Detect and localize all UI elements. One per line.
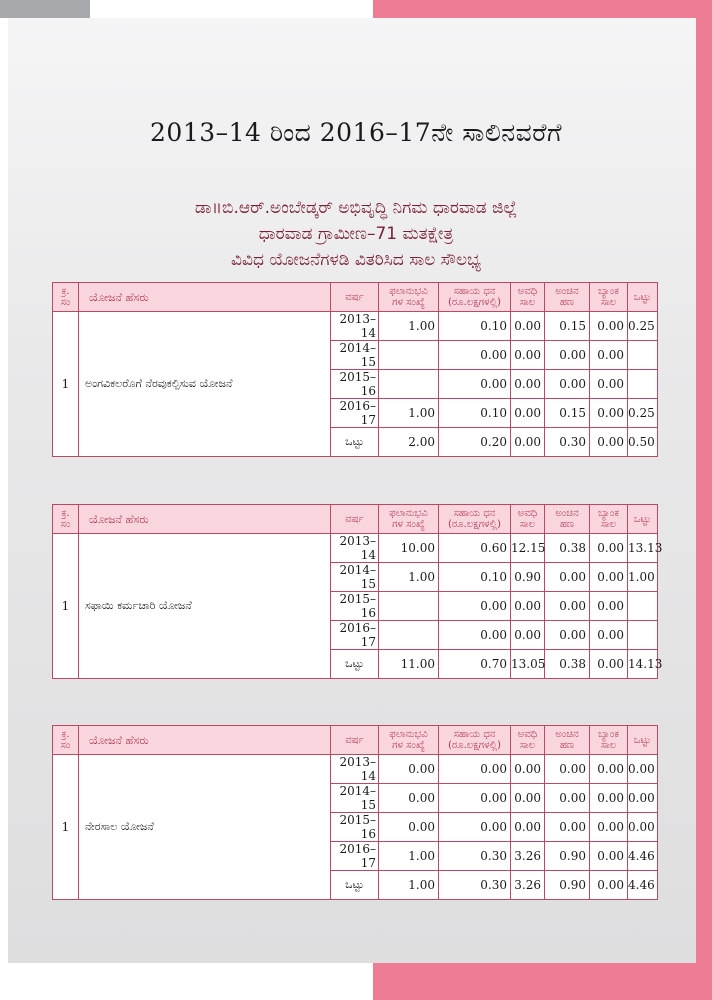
header-beneficiaries-text: ಫಲಾನುಭವಿ — [389, 286, 428, 297]
cell-margin: 0.00 — [545, 784, 590, 813]
header-scheme-text: ಯೋಜನೆ ಹೆಸರು — [89, 733, 149, 747]
right-pink-edge — [696, 18, 712, 1000]
cell-bank: 0.00 — [590, 784, 628, 813]
cell-term: 13.05 — [511, 650, 545, 679]
cell-year: ಒಟ್ಟು — [331, 871, 379, 900]
bottom-pink-band — [373, 963, 712, 1000]
header-total-text: ಒಟ್ಟು — [633, 734, 652, 746]
cell-ben: 10.00 — [379, 534, 439, 563]
header-beneficiaries-text: ಫಲಾನುಭವಿ — [389, 508, 428, 519]
header-margin-money-text: ಹಣ — [559, 740, 575, 751]
header-subsidy-text: (ರೂ.ಲಕ್ಷಗಳಲ್ಲಿ) — [448, 740, 501, 751]
header-scheme — [79, 283, 331, 312]
cell-sub: 0.00 — [439, 784, 511, 813]
heading-line-2: ಧಾರವಾಡ ಗ್ರಾಮೀಣ–71 ಮತಕ್ಷೇತ್ರ — [258, 224, 454, 244]
cell-sub: 0.00 — [439, 341, 511, 370]
header-bank-loan-text: ಬ್ಯಾಂಕ — [598, 729, 619, 740]
cell-year: 2014–15 — [331, 563, 379, 592]
top-gray-band — [0, 0, 90, 18]
header-bank-loan-text: ಬ್ಯಾಂಕ — [598, 286, 619, 297]
cell-term: 0.00 — [511, 621, 545, 650]
cell-year: 2013–14 — [331, 312, 379, 341]
cell-term: 0.90 — [511, 563, 545, 592]
cell-margin: 0.15 — [545, 312, 590, 341]
header-total-text: ಒಟ್ಟು — [633, 291, 652, 303]
cell-margin: 0.90 — [545, 871, 590, 900]
scheme-name: ಅಂಗವಿಕಲರೊಗೆ ನೆರವುಕಲ್ಪಿಸುವ ಯೋಜನೆ — [79, 312, 331, 457]
table-row — [53, 312, 658, 341]
cell-year: ಒಟ್ಟು — [331, 650, 379, 679]
cell-term: 3.26 — [511, 842, 545, 871]
table-row — [53, 534, 658, 563]
header-subsidy-text: (ರೂ.ಲಕ್ಷಗಳಲ್ಲಿ) — [448, 519, 501, 530]
cell-total: 0.25 — [628, 312, 658, 341]
cell-sub: 0.20 — [439, 428, 511, 457]
header-subsidy-text: ಸಹಾಯ ಧನ — [453, 508, 496, 519]
header-sl-text: ಕ್ರ. — [61, 286, 70, 297]
cell-total: 13.13 — [628, 534, 658, 563]
cell-term: 0.00 — [511, 370, 545, 399]
header-margin-money-text: ಅಂಚಿನ — [555, 508, 579, 519]
cell-term: 0.00 — [511, 428, 545, 457]
loan-table-3 — [52, 725, 658, 900]
cell-sub: 0.30 — [439, 842, 511, 871]
cell-sub: 0.30 — [439, 871, 511, 900]
cell-total: 14.13 — [628, 650, 658, 679]
cell-sub: 0.60 — [439, 534, 511, 563]
cell-margin: 0.00 — [545, 592, 590, 621]
header-scheme-text: ಯೋಜನೆ ಹೆಸರು — [89, 512, 149, 526]
header-subsidy — [439, 283, 511, 312]
cell-ben — [379, 621, 439, 650]
header-year-text: ವರ್ಷ — [345, 513, 364, 525]
header-term-loan-text: ಸಾಲ — [519, 297, 536, 308]
header-margin-money — [545, 283, 590, 312]
cell-year: 2014–15 — [331, 784, 379, 813]
header-sl — [53, 505, 79, 534]
cell-total — [628, 592, 658, 621]
cell-sub: 0.70 — [439, 650, 511, 679]
serial-number: 1 — [53, 755, 79, 900]
cell-margin: 0.30 — [545, 428, 590, 457]
header-term-loan-text: ಸಾಲ — [519, 740, 536, 751]
cell-total — [628, 341, 658, 370]
header-sl — [53, 283, 79, 312]
cell-bank: 0.00 — [590, 341, 628, 370]
scheme-name: ಸಫಾಯಿ ಕರ್ಮಚಾರಿ ಯೋಜನೆ — [79, 534, 331, 679]
top-pink-band — [373, 0, 712, 18]
cell-ben — [379, 370, 439, 399]
cell-total: 0.00 — [628, 755, 658, 784]
cell-year: 2014–15 — [331, 341, 379, 370]
serial-number: 1 — [53, 312, 79, 457]
cell-term: 0.00 — [511, 312, 545, 341]
cell-term: 12.15 — [511, 534, 545, 563]
cell-ben: 1.00 — [379, 312, 439, 341]
cell-ben — [379, 341, 439, 370]
table-header-row — [53, 505, 658, 534]
scheme-name: ನೇರಸಾಲ ಯೋಜನೆ — [79, 755, 331, 900]
header-year — [331, 505, 379, 534]
header-term-loan-text: ಸಾಲ — [519, 519, 536, 530]
table-header-row — [53, 726, 658, 755]
header-sl — [53, 726, 79, 755]
header-year-text: ವರ್ಷ — [345, 734, 364, 746]
cell-term: 0.00 — [511, 813, 545, 842]
cell-year: 2016–17 — [331, 842, 379, 871]
cell-total: 4.46 — [628, 871, 658, 900]
cell-ben: 2.00 — [379, 428, 439, 457]
cell-margin: 0.00 — [545, 341, 590, 370]
header-beneficiaries-text: ಗಳ ಸಂಖ್ಯೆ — [392, 740, 425, 751]
cell-year: 2013–14 — [331, 534, 379, 563]
cell-bank: 0.00 — [590, 871, 628, 900]
header-year — [331, 726, 379, 755]
cell-year: 2015–16 — [331, 813, 379, 842]
header-scheme-text: ಯೋಜನೆ ಹೆಸರು — [89, 290, 149, 304]
cell-total: 0.00 — [628, 813, 658, 842]
cell-term: 0.00 — [511, 784, 545, 813]
cell-sub: 0.00 — [439, 813, 511, 842]
cell-bank: 0.00 — [590, 428, 628, 457]
cell-year: 2016–17 — [331, 621, 379, 650]
cell-bank: 0.00 — [590, 755, 628, 784]
header-bank-loan-text: ಬ್ಯಾಂಕ — [598, 508, 619, 519]
cell-ben: 1.00 — [379, 399, 439, 428]
header-term-loan — [511, 283, 545, 312]
cell-margin: 0.00 — [545, 563, 590, 592]
cell-total: 4.46 — [628, 842, 658, 871]
header-bank-loan — [590, 505, 628, 534]
cell-year: 2015–16 — [331, 592, 379, 621]
header-bank-loan-text: ಸಾಲ — [600, 519, 617, 530]
table-row — [53, 755, 658, 784]
header-margin-money-text: ಹಣ — [559, 297, 575, 308]
header-scheme — [79, 726, 331, 755]
cell-year: 2013–14 — [331, 755, 379, 784]
header-subsidy — [439, 505, 511, 534]
header-term-loan-text: ಅವಧಿ — [517, 286, 538, 297]
header-sl-text: ಕ್ರ. — [61, 508, 70, 519]
cell-ben: 1.00 — [379, 563, 439, 592]
cell-bank: 0.00 — [590, 621, 628, 650]
cell-bank: 0.00 — [590, 842, 628, 871]
cell-total — [628, 370, 658, 399]
header-year — [331, 283, 379, 312]
cell-bank: 0.00 — [590, 592, 628, 621]
header-term-loan — [511, 505, 545, 534]
header-margin-money-text: ಹಣ — [559, 519, 575, 530]
cell-ben: 0.00 — [379, 784, 439, 813]
header-subsidy-text: ಸಹಾಯ ಧನ — [453, 286, 496, 297]
header-beneficiaries-text: ಫಲಾನುಭವಿ — [389, 729, 428, 740]
table-header-row — [53, 283, 658, 312]
cell-bank: 0.00 — [590, 563, 628, 592]
header-margin-money — [545, 505, 590, 534]
header-total-text: ಒಟ್ಟು — [633, 513, 652, 525]
header-term-loan-text: ಅವಧಿ — [517, 729, 538, 740]
header-term-loan — [511, 726, 545, 755]
cell-total: 0.00 — [628, 784, 658, 813]
header-margin-money — [545, 726, 590, 755]
header-subsidy-text: (ರೂ.ಲಕ್ಷಗಳಲ್ಲಿ) — [448, 297, 501, 308]
cell-sub: 0.00 — [439, 370, 511, 399]
header-bank-loan — [590, 726, 628, 755]
cell-total: 1.00 — [628, 563, 658, 592]
cell-ben: 0.00 — [379, 755, 439, 784]
cell-sub: 0.10 — [439, 312, 511, 341]
header-term-loan-text: ಅವಧಿ — [517, 508, 538, 519]
header-beneficiaries — [379, 283, 439, 312]
cell-total: 0.25 — [628, 399, 658, 428]
cell-margin: 0.38 — [545, 534, 590, 563]
header-subsidy — [439, 726, 511, 755]
header-scheme — [79, 505, 331, 534]
cell-bank: 0.00 — [590, 813, 628, 842]
cell-bank: 0.00 — [590, 399, 628, 428]
cell-sub: 0.00 — [439, 592, 511, 621]
cell-bank: 0.00 — [590, 650, 628, 679]
page-title: 2013–14 ರಿಂದ 2016–17ನೇ ಸಾಲಿನವರೆಗೆ — [150, 118, 562, 147]
heading-line-3: ವಿವಿಧ ಯೋಜನೆಗಳಡಿ ವಿತರಿಸಿದ ಸಾಲ ಸೌಲಭ್ಯ — [231, 250, 481, 270]
cell-term: 0.00 — [511, 399, 545, 428]
cell-margin: 0.38 — [545, 650, 590, 679]
cell-margin: 0.00 — [545, 621, 590, 650]
serial-number: 1 — [53, 534, 79, 679]
cell-bank: 0.00 — [590, 370, 628, 399]
cell-bank: 0.00 — [590, 534, 628, 563]
cell-sub: 0.10 — [439, 399, 511, 428]
cell-year: 2015–16 — [331, 370, 379, 399]
cell-year: ಒಟ್ಟು — [331, 428, 379, 457]
header-bank-loan-text: ಸಾಲ — [600, 297, 617, 308]
bottom-white-strip — [0, 963, 373, 1000]
cell-sub: 0.00 — [439, 755, 511, 784]
header-total — [628, 283, 658, 312]
header-sl-text: ಕ್ರ. — [61, 729, 70, 740]
cell-bank: 0.00 — [590, 312, 628, 341]
cell-ben: 11.00 — [379, 650, 439, 679]
header-total — [628, 726, 658, 755]
header-total — [628, 505, 658, 534]
cell-margin: 0.00 — [545, 813, 590, 842]
cell-term: 3.26 — [511, 871, 545, 900]
cell-margin: 0.90 — [545, 842, 590, 871]
cell-margin: 0.00 — [545, 755, 590, 784]
header-sl-text: ಸಂ — [60, 740, 71, 751]
header-sl-text: ಸಂ — [60, 519, 71, 530]
cell-ben: 0.00 — [379, 813, 439, 842]
header-beneficiaries-text: ಗಳ ಸಂಖ್ಯೆ — [392, 519, 425, 530]
header-margin-money-text: ಅಂಚಿನ — [555, 729, 579, 740]
cell-total — [628, 621, 658, 650]
cell-sub: 0.00 — [439, 621, 511, 650]
heading-line-1: ಡಾ॥ಬಿ.ಆರ್.ಅಂಬೇಡ್ಕರ್ ಅಭಿವೃದ್ಧಿ ನಿಗಮ ಧಾರವಾಡ ಜಿಲ್ಲೆ — [194, 198, 518, 218]
cell-ben: 1.00 — [379, 871, 439, 900]
header-sl-text: ಸಂ — [60, 297, 71, 308]
loan-table-1 — [52, 282, 658, 457]
cell-term: 0.00 — [511, 755, 545, 784]
cell-total: 0.50 — [628, 428, 658, 457]
header-beneficiaries-text: ಗಳ ಸಂಖ್ಯೆ — [392, 297, 425, 308]
header-bank-loan — [590, 283, 628, 312]
cell-margin: 0.00 — [545, 370, 590, 399]
cell-ben — [379, 592, 439, 621]
cell-sub: 0.10 — [439, 563, 511, 592]
cell-ben: 1.00 — [379, 842, 439, 871]
header-beneficiaries — [379, 505, 439, 534]
cell-term: 0.00 — [511, 341, 545, 370]
cell-year: 2016–17 — [331, 399, 379, 428]
header-year-text: ವರ್ಷ — [345, 291, 364, 303]
header-bank-loan-text: ಸಾಲ — [600, 740, 617, 751]
header-subsidy-text: ಸಹಾಯ ಧನ — [453, 729, 496, 740]
header-margin-money-text: ಅಂಚಿನ — [555, 286, 579, 297]
header-beneficiaries — [379, 726, 439, 755]
loan-table-2 — [52, 504, 663, 679]
cell-margin: 0.15 — [545, 399, 590, 428]
cell-term: 0.00 — [511, 592, 545, 621]
